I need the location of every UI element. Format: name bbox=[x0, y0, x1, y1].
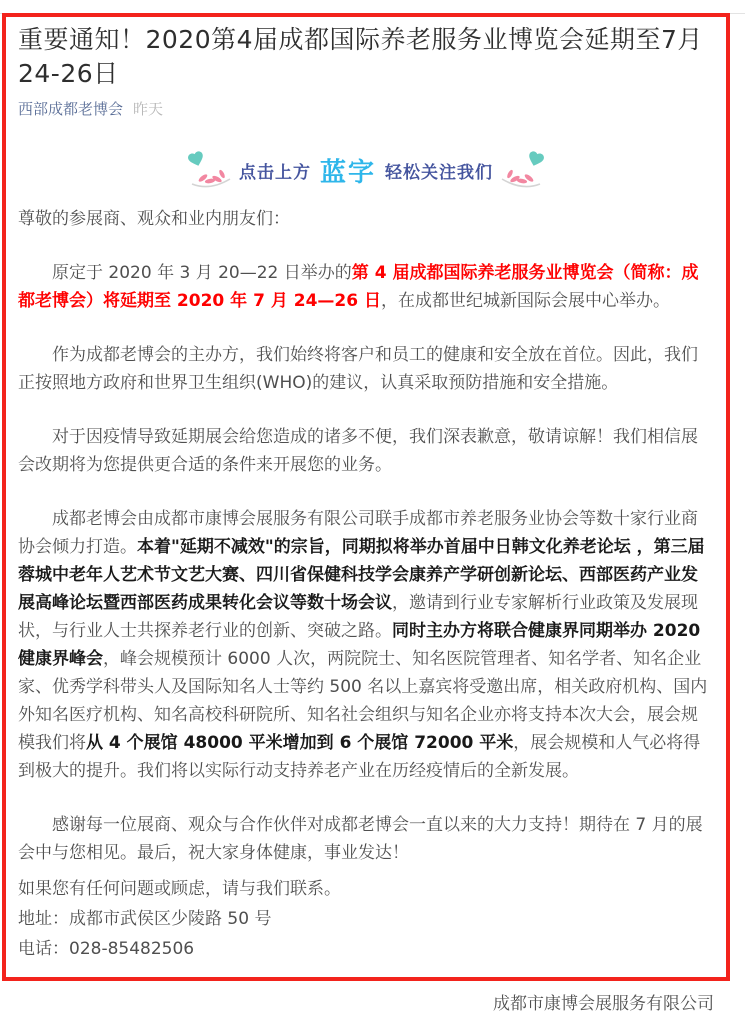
flourish-left-icon bbox=[186, 148, 232, 192]
detail-seg-4: ，峰会规模预计 6000 人次，两院院士、知名医院管理者、知名学者、知名企业家、优秀学科带头人及国际知名人士等约 500 名以上嘉宾将受邀出席，相关政府机构、国内外知名医疗机构、知名高校科研院所、知名社会组织与知名企业亦将支持本次大会，展会规模我们将 bbox=[18, 649, 708, 753]
contact-note: 如果您有任何问题或顾虑，请与我们联系。 bbox=[18, 879, 341, 899]
article-body bbox=[18, 205, 714, 1018]
red-annotation-frame bbox=[2, 13, 730, 1014]
banner-prefix-text: 点击上方 bbox=[238, 162, 311, 183]
contact-address: 地址：成都市武侯区少陵路 50 号 bbox=[18, 909, 272, 929]
postpone-text-red: 第 4 届成都国际养老服务业博览会（简称：成都老博会）将延期至 2020 年 7 月 24—26 日 bbox=[18, 263, 699, 311]
paragraph-detail bbox=[18, 505, 714, 785]
contact-phone: 电话：028-85482506 bbox=[18, 939, 195, 959]
account-link[interactable]: 西部成都老博会 bbox=[18, 100, 124, 118]
banner-suffix-text: 轻松关注我们 bbox=[385, 162, 493, 183]
detail-seg-0: 成都老博会由成都市康博会展服务有限公司联手成都市养老服务业协会等数十家行业商协会倾力打造。 bbox=[18, 509, 698, 557]
postpone-text-tail: ，在成都世纪城新国际会展中心举办。 bbox=[380, 291, 670, 311]
paragraph-safety: 作为成都老博会的主办方，我们始终将客户和员工的健康和安全放在首位。因此，我们正按照地方政府和世界卫生组织(WHO)的建议，认真采取预防措施和安全措施。 bbox=[18, 345, 698, 393]
postpone-text-normal: 原定于 2020 年 3 月 20—22 日举办的 bbox=[52, 263, 352, 283]
paragraph-apology: 对于因疫情导致延期展会给您造成的诸多不便，我们深表歉意，敬请谅解！我们相信展会改期将为您提供更合适的条件来开展您的业务。 bbox=[18, 427, 698, 475]
follow-banner[interactable] bbox=[18, 144, 714, 196]
flourish-right-icon bbox=[500, 148, 546, 192]
contact-block bbox=[18, 874, 714, 964]
paragraph-postpone bbox=[18, 259, 714, 315]
paragraph-thanks: 感谢每一位展商、观众与合作伙伴对成都老博会一直以来的大力支持！期待在 7 月的展会中与您相见。最后，祝大家身体健康，事业发达！ bbox=[18, 815, 703, 863]
detail-seg-1: 本着"延期不减效"的宗旨，同期拟将举办首届中日韩文化养老论坛 ，第三届蓉城中老年人艺术节文艺大赛、四川省保健科技学会康养产学研创新论坛、西部医药产业发展高峰论坛暨西部医药成果转化会议等数十场会议 bbox=[18, 537, 705, 613]
detail-seg-2: ，邀请到行业专家解析行业政策及发展现状，与行业人士共探养老行业的创新、突破之路。 bbox=[18, 593, 698, 641]
company-signature: 成都市康博会展服务有限公司 bbox=[493, 994, 714, 1014]
detail-seg-5: 从 4 个展馆 48000 平米增加到 6 个展馆 72000 平米 bbox=[86, 733, 514, 753]
article-title: 重要通知！2020第4届成都国际养老服务业博览会延期至7月24-26日 bbox=[18, 25, 703, 88]
publish-time: 昨天 bbox=[133, 100, 164, 118]
paragraph-salutation: 尊敬的参展商、观众和业内朋友们： bbox=[18, 209, 290, 229]
detail-seg-3: 同时主办方将联合健康界同期举办 2020健康界峰会 bbox=[18, 621, 701, 669]
banner-highlight-text: 蓝字 bbox=[319, 157, 376, 188]
detail-seg-6: ，展会规模和人气必将得到极大的提升。我们将以实际行动支持养老产业在历经疫情后的全新发展。 bbox=[18, 733, 701, 781]
article-meta bbox=[18, 99, 714, 120]
